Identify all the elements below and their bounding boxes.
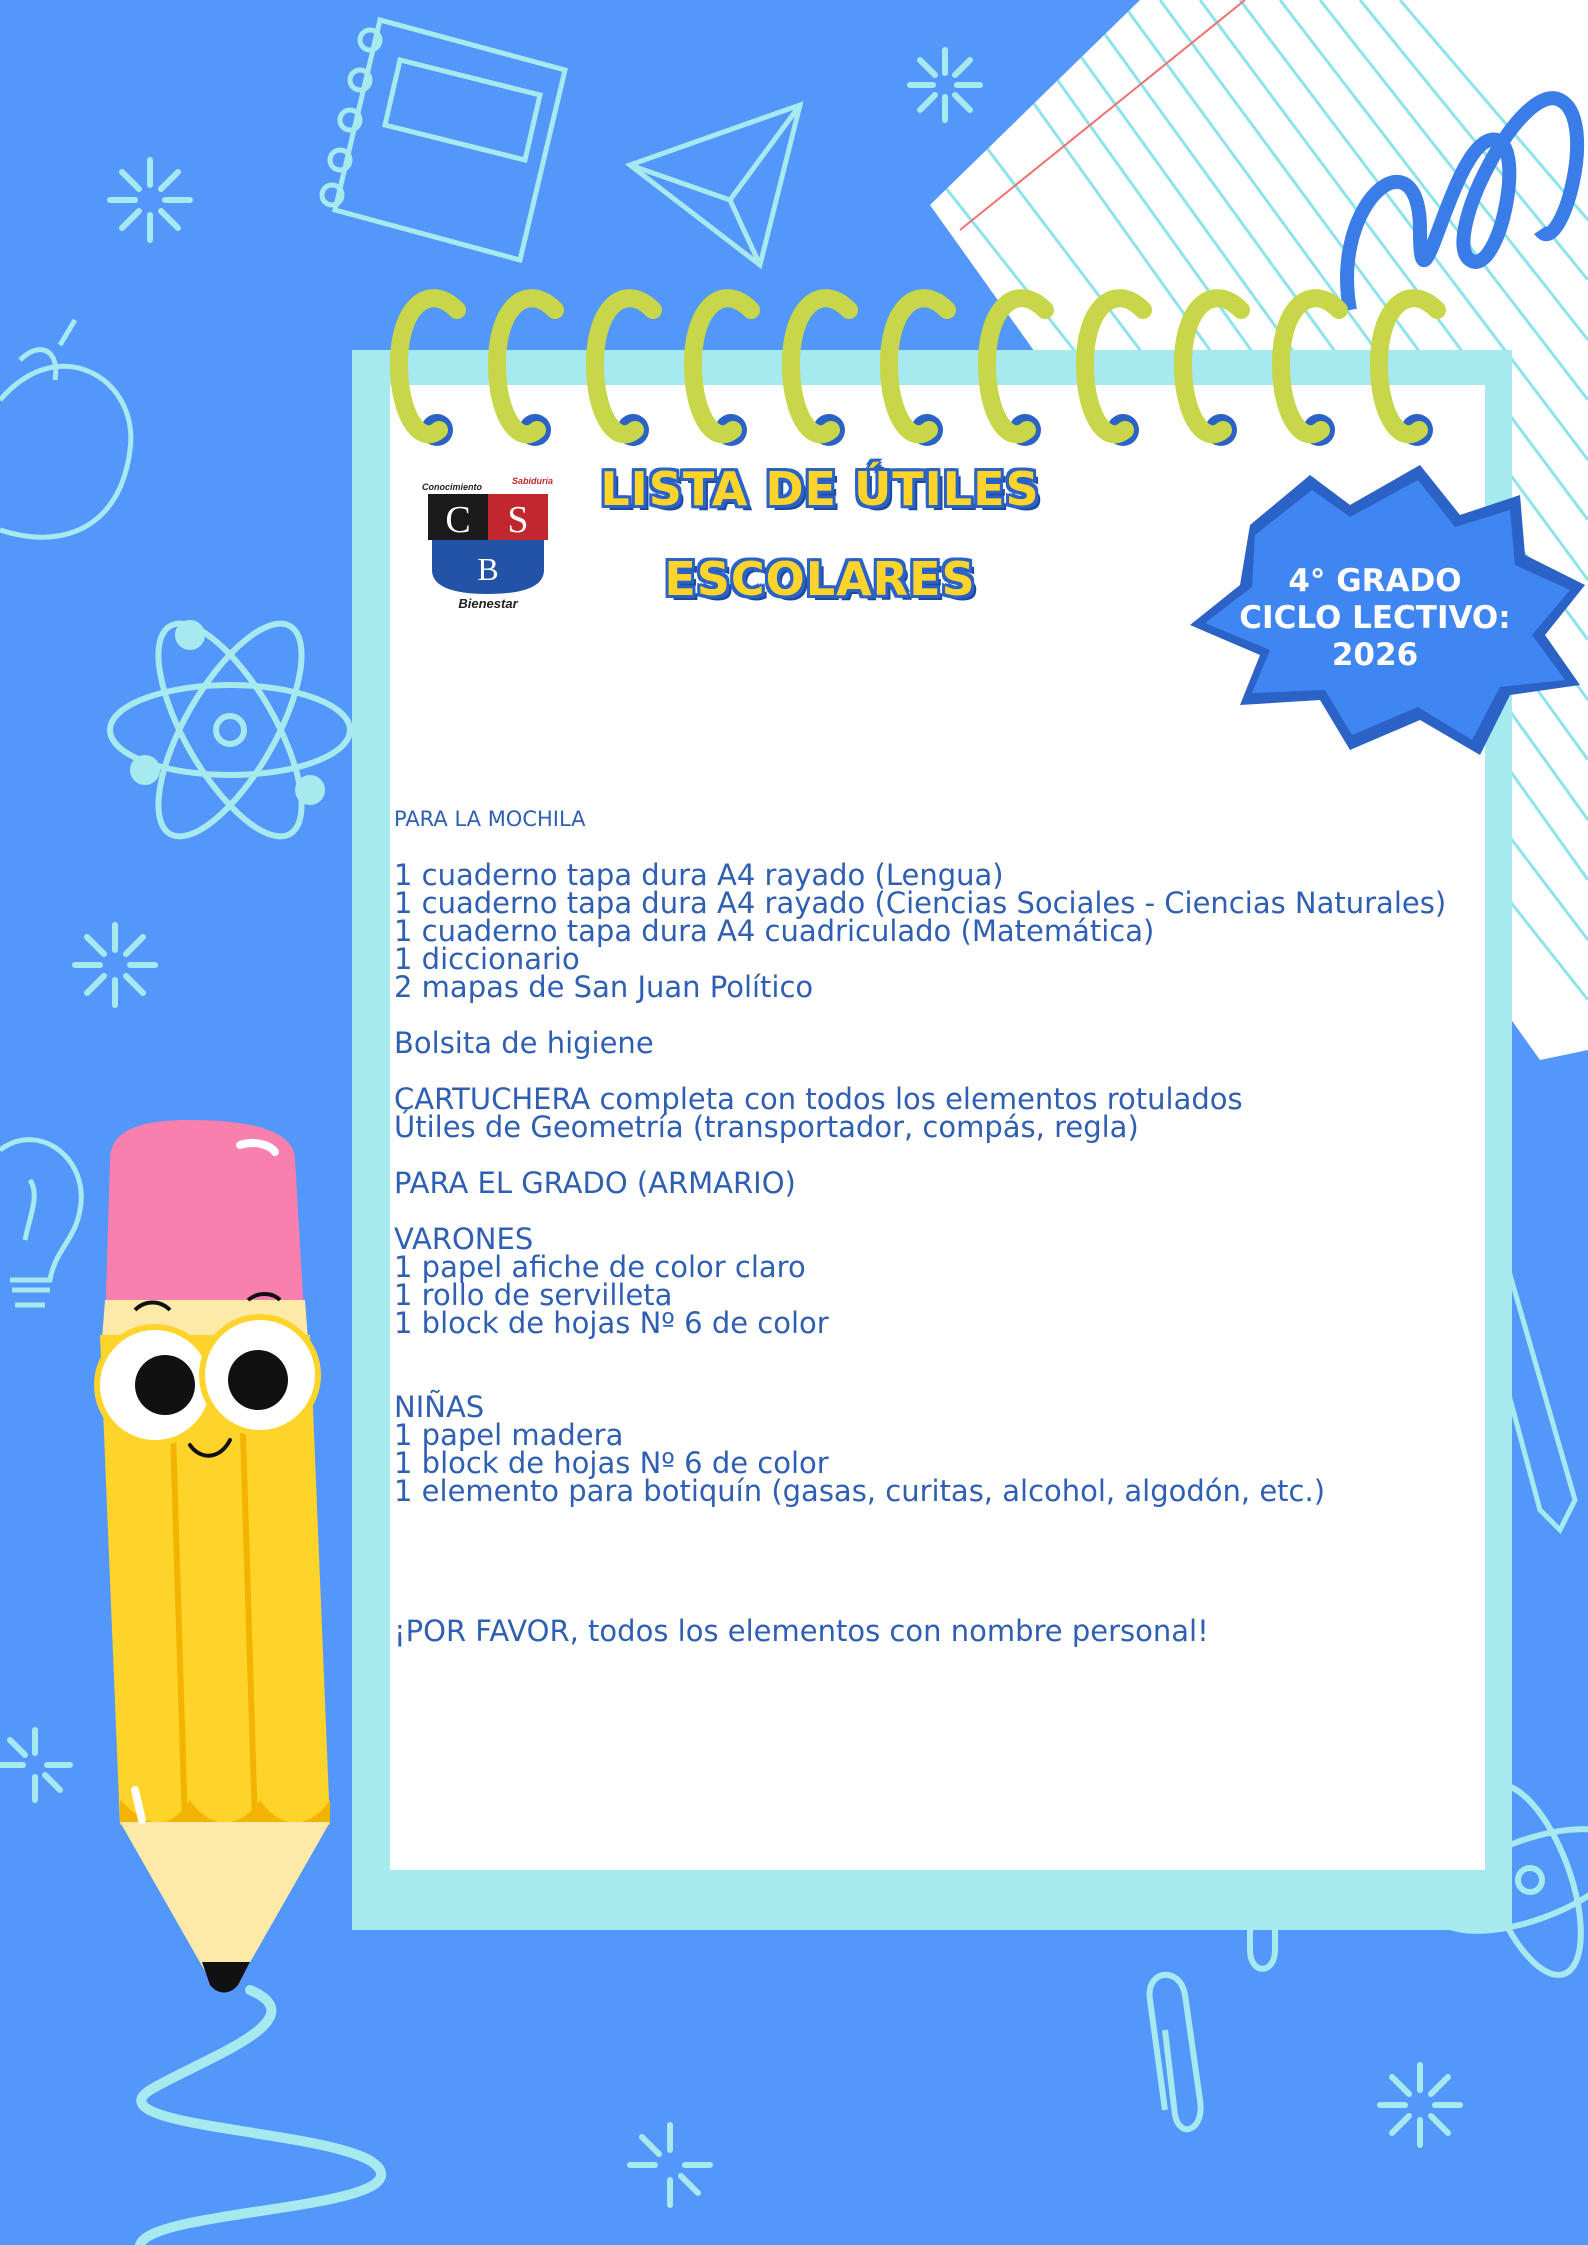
- title-line-2: ESCOLARES: [664, 552, 976, 606]
- list-item: 1 elemento para botiquín (gasas, curitas, alcohol, algodón, etc.): [394, 1474, 1326, 1508]
- binding-ring: [693, 298, 751, 434]
- list-item: 1 block de hojas Nº 6 de color: [394, 1446, 829, 1480]
- list-item: 1 papel madera: [394, 1418, 624, 1452]
- list-item: 1 rollo de servilleta: [394, 1278, 673, 1312]
- list-item-cartuchera: CARTUCHERA completa con todos los elementos rotulados: [394, 1082, 1243, 1116]
- right-eye: [228, 1350, 288, 1410]
- logo-word-sabiduria: Sabiduría: [512, 476, 554, 486]
- badge-grade: 4° GRADO: [1288, 563, 1462, 599]
- spiral-binding: [352, 270, 1512, 470]
- logo-letter-b: B: [477, 551, 499, 587]
- binding-ring: [1281, 298, 1339, 434]
- squiggle-doodle: [140, 1990, 381, 2245]
- logo-letter-c: C: [445, 499, 471, 541]
- supplies-list: [394, 805, 1489, 1648]
- section-heading-mochila: PARA LA MOCHILA: [394, 807, 586, 831]
- logo-letter-s: S: [507, 499, 529, 541]
- footer-note: ¡POR FAVOR, todos los elementos con nombre personal!: [394, 1614, 1209, 1648]
- lightbulb-doodle: [0, 1140, 81, 1305]
- badge-cycle-label: CICLO LECTIVO:: [1239, 600, 1511, 636]
- pencil-lead: [202, 1962, 250, 1993]
- list-item: 1 cuaderno tapa dura A4 rayado (Ciencias Sociales - Ciencias Naturales): [394, 886, 1447, 920]
- logo-word-conocimiento: Conocimiento: [422, 482, 482, 492]
- school-logo: [420, 470, 560, 610]
- binding-ring: [399, 298, 457, 434]
- paper-plane-doodle: [630, 105, 800, 265]
- list-item: 1 cuaderno tapa dura A4 cuadriculado (Matemática): [394, 914, 1155, 948]
- list-item: 1 block de hojas Nº 6 de color: [394, 1306, 829, 1340]
- apple-doodle: [0, 320, 131, 537]
- binding-ring: [1085, 298, 1143, 434]
- binding-ring: [595, 298, 653, 434]
- pencil-character: [80, 1100, 360, 2000]
- list-item-geometria: Útiles de Geometría (transportador, compás, regla): [394, 1110, 1139, 1144]
- binding-ring: [497, 298, 555, 434]
- left-eye: [135, 1355, 195, 1415]
- section-heading-grado: PARA EL GRADO (ARMARIO): [394, 1166, 796, 1200]
- binding-ring: [889, 298, 947, 434]
- list-item: 2 mapas de San Juan Político: [394, 970, 814, 1004]
- grade-badge-text: [1225, 563, 1525, 674]
- subheading-ninas: NIÑAS: [394, 1390, 485, 1424]
- binding-ring: [1183, 298, 1241, 434]
- atom-doodle: [110, 604, 350, 857]
- list-item: 1 cuaderno tapa dura A4 rayado (Lengua): [394, 858, 1004, 892]
- list-item: 1 papel afiche de color claro: [394, 1250, 806, 1284]
- notebook-doodle: [322, 20, 565, 260]
- list-item: 1 diccionario: [394, 942, 580, 976]
- binding-ring: [1379, 298, 1437, 434]
- binding-ring: [987, 298, 1045, 434]
- list-item-higiene: Bolsita de higiene: [394, 1026, 654, 1060]
- binding-ring: [791, 298, 849, 434]
- subheading-varones: VARONES: [394, 1222, 534, 1256]
- title-line-1: LISTA DE ÚTILES: [600, 462, 1040, 516]
- badge-year: 2026: [1331, 637, 1419, 673]
- logo-word-bienestar: Bienestar: [458, 596, 518, 610]
